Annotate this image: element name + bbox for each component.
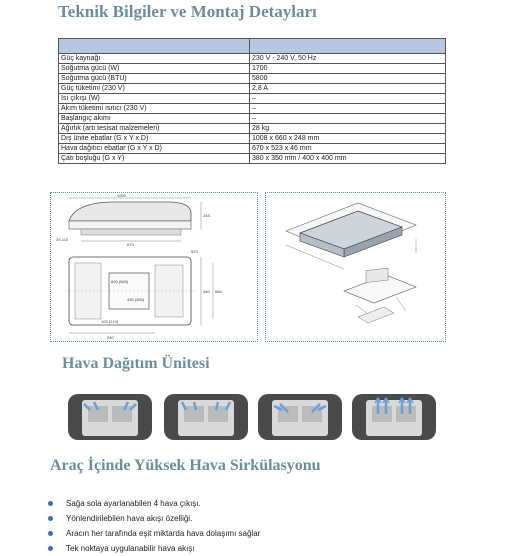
air-unit-1 [68,392,152,442]
table-row [59,114,446,124]
list-item [48,526,260,541]
spec-value: – [250,114,446,124]
table-row [59,154,446,164]
list-item [48,541,260,556]
spec-label: Güç kaynağı [59,54,250,64]
bullet-icon [48,501,53,506]
table-row [59,94,446,104]
dim-label: 523 [191,249,198,254]
bullet-icon [48,546,53,551]
spec-value: 230 V - 240 V, 50 Hz [250,54,446,64]
spec-value: – [250,104,446,114]
list-item-text: Aracın her tarafında eşit miktarda hava dolaşımı sağlar [66,529,261,538]
air-unit-3 [258,392,342,442]
dim-label: 105 (219) [101,319,119,324]
dimension-drawing [50,192,258,342]
table-row [59,74,446,84]
dim-label: 430 (360) [127,297,145,302]
bullet-icon [48,516,53,521]
spec-label: Güç tüketimi (230 V) [59,84,250,94]
dim-label: 29-110 [56,237,69,242]
list-item-text: Tek noktaya uygulanabilir hava akışı [66,544,195,553]
spec-value: 380 x 350 mm / 400 x 400 mm [250,154,446,164]
list-item-text: Sağa sola ayarlanabilen 4 hava çıkışı. [66,499,201,508]
spec-value: 1008 x 660 x 248 mm [250,134,446,144]
spec-value: 1700 [250,64,446,74]
table-row [59,134,446,144]
list-item [48,511,260,526]
table-row [59,84,446,94]
table-row [59,64,446,74]
air-unit-4 [352,392,436,442]
spec-label: Dış ünite ebatlar (G x Y x D) [59,134,250,144]
dim-label: 440 [203,289,210,294]
air-unit-2 [164,392,248,442]
dim-label: 666 [215,289,222,294]
table-row [59,104,446,114]
section-heading-circulation: Araç İçinde Yüksek Hava Sirkülasyonu [50,457,321,474]
dim-label: 530 [107,335,114,340]
spec-label: Ağırlık (artı tesisat malzemeleri) [59,124,250,134]
bullet-icon [48,531,53,536]
list-item-text: Yönlendirilebilen hava akışı özelliği. [66,514,193,523]
spec-value: 28 kg [250,124,446,134]
installation-drawing [265,192,446,342]
air-distribution-units [68,392,436,442]
spec-label: Isı çıkışı (W) [59,94,250,104]
table-row [59,124,446,134]
table-row [59,144,446,154]
feature-list [48,496,260,556]
dim-label: 670 [127,242,134,247]
spec-label: Çatı boşluğu (G x Y) [59,154,250,164]
table-header-row [59,39,446,54]
spec-label: Soğutma gücü (BTU) [59,74,250,84]
spec-label: Soğutma gücü (W) [59,64,250,74]
list-item [48,496,260,511]
spec-table [58,38,446,164]
spec-value: 5800 [250,74,446,84]
section-heading-air-distribution: Hava Dağıtım Ünitesi [62,355,210,372]
dim-label: 600 (560) [111,279,129,284]
spec-value: 2,8 A [250,84,446,94]
spec-value: – [250,94,446,104]
dim-label: 248 [203,213,210,218]
spec-label: Hava dağıtıcı ebatlar (G x Y x D) [59,144,250,154]
page-title: Teknik Bilgiler ve Montaj Detayları [58,2,317,21]
dim-label: 1000 [117,193,126,198]
table-row [59,54,446,64]
spec-label: Başlangıç akımı [59,114,250,124]
spec-label: Akım tüketimi ısıtıcı (230 V) [59,104,250,114]
spec-value: 670 x 523 x 46 mm [250,144,446,154]
